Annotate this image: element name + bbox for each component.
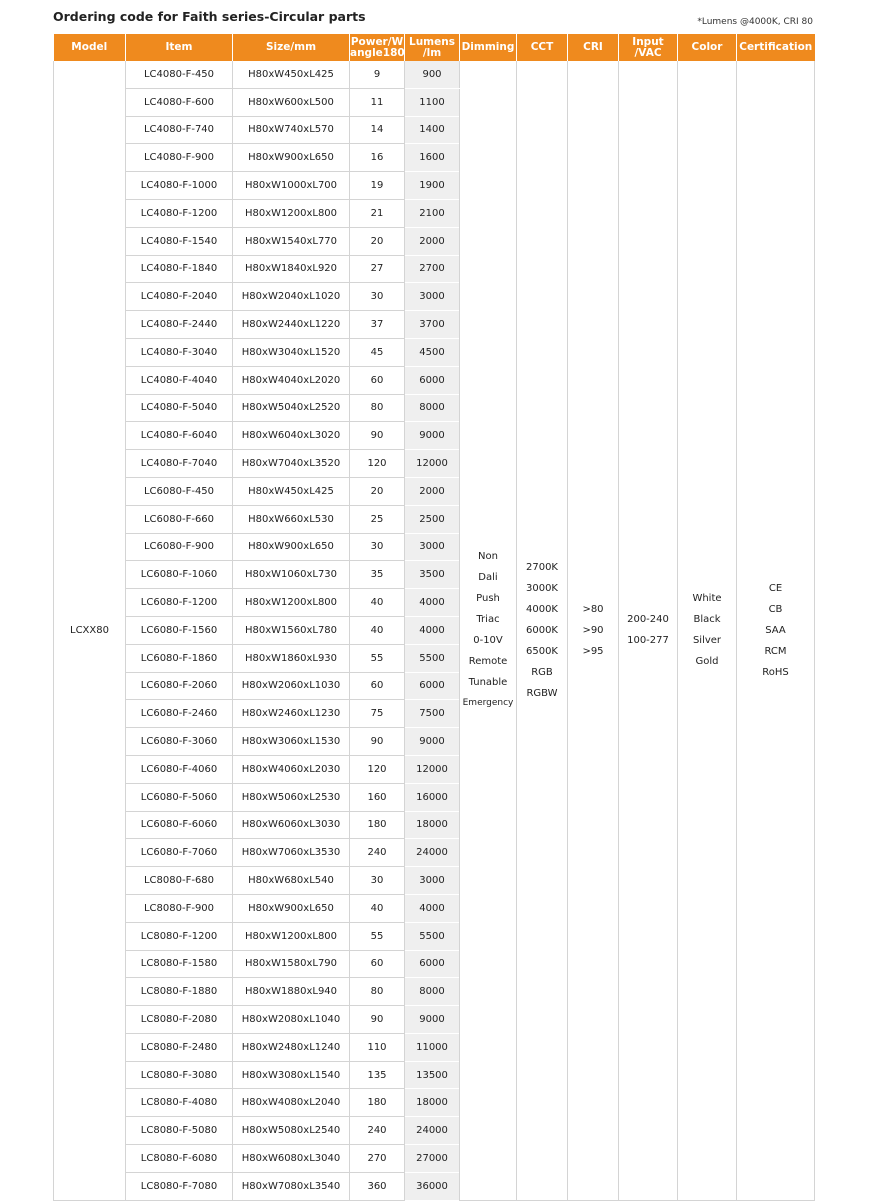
item-cell: LC4080-F-6040: [126, 422, 233, 450]
size-cell: H80xW5080xL2540: [233, 1117, 350, 1145]
item-cell: LC8080-F-3080: [126, 1061, 233, 1089]
certification-cell-option: SAA: [765, 624, 786, 636]
lumens-cell: 24000: [405, 839, 460, 867]
cct-cell-option: 6000K: [525, 624, 558, 636]
lumens-cell: 6000: [405, 950, 460, 978]
lumens-cell: 3700: [405, 311, 460, 339]
power-cell: 40: [350, 894, 405, 922]
size-cell: H80xW1840xL920: [233, 255, 350, 283]
size-cell: H80xW5040xL2520: [233, 394, 350, 422]
power-cell: 30: [350, 867, 405, 895]
dimming-cell: [460, 61, 517, 1200]
power-cell: 120: [350, 755, 405, 783]
header-cri: CRI: [568, 34, 619, 61]
color-cell-option: White: [692, 593, 722, 605]
item-cell: LC4080-F-2040: [126, 283, 233, 311]
input-cell-option: 100-277: [627, 635, 669, 647]
model-cell: LCXX80: [54, 61, 126, 1200]
cct-cell-option: RGB: [531, 666, 553, 678]
power-cell: 60: [350, 950, 405, 978]
lumens-cell: 7500: [405, 700, 460, 728]
cct-cell-option: 6500K: [525, 645, 558, 657]
header-lumens: Lumens /lm: [405, 34, 460, 61]
lumens-cell: 36000: [405, 1172, 460, 1200]
lumens-cell: 18000: [405, 1089, 460, 1117]
lumens-cell: 1600: [405, 144, 460, 172]
header-certification: Certification: [737, 34, 815, 61]
header-row: [54, 34, 815, 61]
dimming-cell-option: Tunable: [468, 677, 508, 689]
power-cell: 120: [350, 450, 405, 478]
size-cell: H80xW740xL570: [233, 116, 350, 144]
size-cell: H80xW7080xL3540: [233, 1172, 350, 1200]
size-cell: H80xW7060xL3530: [233, 839, 350, 867]
cri-cell: [568, 61, 619, 1200]
item-cell: LC8080-F-1200: [126, 922, 233, 950]
size-cell: H80xW4060xL2030: [233, 755, 350, 783]
page-title: Ordering code for Faith series-Circular parts: [53, 9, 366, 24]
size-cell: H80xW1860xL930: [233, 644, 350, 672]
size-cell: H80xW3060xL1530: [233, 728, 350, 756]
size-cell: H80xW5060xL2530: [233, 783, 350, 811]
size-cell: H80xW680xL540: [233, 867, 350, 895]
size-cell: H80xW2080xL1040: [233, 1006, 350, 1034]
item-cell: LC4080-F-1000: [126, 172, 233, 200]
item-cell: LC6080-F-2460: [126, 700, 233, 728]
cct-cell-option: 4000K: [525, 603, 558, 615]
size-cell: H80xW2460xL1230: [233, 700, 350, 728]
dimming-cell-option: Triac: [476, 614, 500, 626]
header-color: Color: [678, 34, 737, 61]
size-cell: H80xW900xL650: [233, 894, 350, 922]
lumens-cell: 4500: [405, 338, 460, 366]
color-cell-option: Silver: [692, 635, 722, 647]
size-cell: H80xW4040xL2020: [233, 366, 350, 394]
item-cell: LC6080-F-7060: [126, 839, 233, 867]
item-cell: LC8080-F-2480: [126, 1033, 233, 1061]
certification-cell-option: CB: [768, 603, 783, 615]
size-cell: H80xW7040xL3520: [233, 450, 350, 478]
item-cell: LC8080-F-900: [126, 894, 233, 922]
item-cell: LC8080-F-1880: [126, 978, 233, 1006]
lumens-cell: 900: [405, 61, 460, 88]
lumens-cell: 3500: [405, 561, 460, 589]
size-cell: H80xW1560xL780: [233, 616, 350, 644]
table-row: [54, 61, 815, 88]
lumens-cell: 9000: [405, 422, 460, 450]
lumens-cell: 8000: [405, 978, 460, 1006]
color-cell: [678, 61, 737, 1200]
lumens-cell: 6000: [405, 366, 460, 394]
power-cell: 360: [350, 1172, 405, 1200]
power-cell: 40: [350, 616, 405, 644]
size-cell: H80xW900xL650: [233, 533, 350, 561]
power-cell: 40: [350, 589, 405, 617]
lumens-cell: 16000: [405, 783, 460, 811]
size-cell: H80xW900xL650: [233, 144, 350, 172]
lumens-cell: 12000: [405, 450, 460, 478]
item-cell: LC8080-F-2080: [126, 1006, 233, 1034]
size-cell: H80xW450xL425: [233, 477, 350, 505]
header-input: Input /VAC: [619, 34, 678, 61]
dimming-cell-option: Non: [478, 551, 498, 563]
power-cell: 135: [350, 1061, 405, 1089]
lumens-cell: 13500: [405, 1061, 460, 1089]
size-cell: H80xW600xL500: [233, 88, 350, 116]
item-cell: LC6080-F-1060: [126, 561, 233, 589]
power-cell: 30: [350, 533, 405, 561]
power-cell: 25: [350, 505, 405, 533]
item-cell: LC6080-F-1560: [126, 616, 233, 644]
header-model: Model: [54, 34, 126, 61]
power-cell: 20: [350, 227, 405, 255]
power-cell: 27: [350, 255, 405, 283]
item-cell: LC6080-F-1200: [126, 589, 233, 617]
power-cell: 16: [350, 144, 405, 172]
dimming-cell-option: Dali: [478, 572, 498, 584]
color-cell-option: Gold: [695, 656, 719, 668]
size-cell: H80xW4080xL2040: [233, 1089, 350, 1117]
cct-cell: [517, 61, 568, 1200]
item-cell: LC8080-F-4080: [126, 1089, 233, 1117]
header-item: Item: [126, 34, 233, 61]
item-cell: LC4080-F-2440: [126, 311, 233, 339]
size-cell: H80xW1200xL800: [233, 199, 350, 227]
certification-cell-option: RCM: [764, 645, 787, 657]
power-cell: 35: [350, 561, 405, 589]
item-cell: LC6080-F-4060: [126, 755, 233, 783]
size-cell: H80xW1880xL940: [233, 978, 350, 1006]
item-cell: LC6080-F-2060: [126, 672, 233, 700]
input-cell: [619, 61, 678, 1200]
item-cell: LC6080-F-6060: [126, 811, 233, 839]
item-cell: LC4080-F-900: [126, 144, 233, 172]
table-body: [54, 61, 815, 1200]
size-cell: H80xW1200xL800: [233, 589, 350, 617]
item-cell: LC4080-F-600: [126, 88, 233, 116]
cct-cell-option: 2700K: [525, 561, 558, 573]
power-cell: 240: [350, 839, 405, 867]
header-size: Size/mm: [233, 34, 350, 61]
size-cell: H80xW3080xL1540: [233, 1061, 350, 1089]
lumens-cell: 2000: [405, 477, 460, 505]
lumens-cell: 6000: [405, 672, 460, 700]
power-cell: 160: [350, 783, 405, 811]
power-cell: 21: [350, 199, 405, 227]
lumens-cell: 1100: [405, 88, 460, 116]
power-cell: 90: [350, 422, 405, 450]
lumens-cell: 27000: [405, 1145, 460, 1173]
item-cell: LC6080-F-3060: [126, 728, 233, 756]
power-cell: 60: [350, 366, 405, 394]
power-cell: 75: [350, 700, 405, 728]
power-cell: 55: [350, 922, 405, 950]
power-cell: 80: [350, 978, 405, 1006]
size-cell: H80xW1540xL770: [233, 227, 350, 255]
size-cell: H80xW1000xL700: [233, 172, 350, 200]
size-cell: H80xW1200xL800: [233, 922, 350, 950]
power-cell: 180: [350, 1089, 405, 1117]
header-dimming: Dimming: [460, 34, 517, 61]
cri-cell-option: >80: [582, 603, 604, 615]
power-cell: 240: [350, 1117, 405, 1145]
power-cell: 80: [350, 394, 405, 422]
power-cell: 60: [350, 672, 405, 700]
lumens-cell: 3000: [405, 283, 460, 311]
cct-cell-option: 3000K: [525, 582, 558, 594]
power-cell: 14: [350, 116, 405, 144]
item-cell: LC4080-F-1840: [126, 255, 233, 283]
item-cell: LC8080-F-680: [126, 867, 233, 895]
ordering-code-table: [53, 34, 815, 1201]
power-cell: 37: [350, 311, 405, 339]
power-cell: 9: [350, 61, 405, 88]
power-cell: 20: [350, 477, 405, 505]
dimming-cell-option: Emergency: [462, 698, 514, 709]
item-cell: LC8080-F-1580: [126, 950, 233, 978]
item-cell: LC8080-F-7080: [126, 1172, 233, 1200]
certification-cell-option: RoHS: [762, 666, 789, 678]
input-cell-option: 200-240: [627, 614, 669, 626]
lumens-note: *Lumens @4000K, CRI 80: [697, 17, 813, 27]
header-power: Power/W angle180: [350, 34, 405, 61]
size-cell: H80xW2440xL1220: [233, 311, 350, 339]
power-cell: 90: [350, 728, 405, 756]
item-cell: LC8080-F-5080: [126, 1117, 233, 1145]
lumens-cell: 4000: [405, 616, 460, 644]
item-cell: LC4080-F-450: [126, 61, 233, 88]
color-cell-option: Black: [693, 614, 721, 626]
power-cell: 30: [350, 283, 405, 311]
size-cell: H80xW450xL425: [233, 61, 350, 88]
power-cell: 55: [350, 644, 405, 672]
cri-cell-option: >90: [582, 624, 604, 636]
item-cell: LC8080-F-6080: [126, 1145, 233, 1173]
lumens-cell: 11000: [405, 1033, 460, 1061]
power-cell: 270: [350, 1145, 405, 1173]
lumens-cell: 18000: [405, 811, 460, 839]
lumens-cell: 12000: [405, 755, 460, 783]
item-cell: LC6080-F-900: [126, 533, 233, 561]
size-cell: H80xW3040xL1520: [233, 338, 350, 366]
size-cell: H80xW2040xL1020: [233, 283, 350, 311]
lumens-cell: 2700: [405, 255, 460, 283]
lumens-cell: 3000: [405, 533, 460, 561]
power-cell: 90: [350, 1006, 405, 1034]
item-cell: LC4080-F-1540: [126, 227, 233, 255]
power-cell: 180: [350, 811, 405, 839]
size-cell: H80xW2480xL1240: [233, 1033, 350, 1061]
lumens-cell: 9000: [405, 1006, 460, 1034]
lumens-cell: 4000: [405, 894, 460, 922]
certification-cell-option: CE: [768, 582, 783, 594]
item-cell: LC6080-F-1860: [126, 644, 233, 672]
lumens-cell: 8000: [405, 394, 460, 422]
dimming-cell-option: Remote: [468, 656, 508, 668]
item-cell: LC4080-F-4040: [126, 366, 233, 394]
size-cell: H80xW1060xL730: [233, 561, 350, 589]
size-cell: H80xW1580xL790: [233, 950, 350, 978]
header-cct: CCT: [517, 34, 568, 61]
lumens-cell: 9000: [405, 728, 460, 756]
item-cell: LC4080-F-1200: [126, 199, 233, 227]
lumens-cell: 2500: [405, 505, 460, 533]
size-cell: H80xW660xL530: [233, 505, 350, 533]
item-cell: LC4080-F-5040: [126, 394, 233, 422]
dimming-cell-option: 0-10V: [473, 635, 503, 647]
item-cell: LC4080-F-7040: [126, 450, 233, 478]
size-cell: H80xW6060xL3030: [233, 811, 350, 839]
lumens-cell: 24000: [405, 1117, 460, 1145]
item-cell: LC6080-F-5060: [126, 783, 233, 811]
power-cell: 11: [350, 88, 405, 116]
size-cell: H80xW2060xL1030: [233, 672, 350, 700]
item-cell: LC6080-F-450: [126, 477, 233, 505]
lumens-cell: 3000: [405, 867, 460, 895]
lumens-cell: 1400: [405, 116, 460, 144]
cri-cell-option: >95: [582, 645, 604, 657]
power-cell: 19: [350, 172, 405, 200]
cct-cell-option: RGBW: [526, 687, 558, 699]
lumens-cell: 4000: [405, 589, 460, 617]
dimming-cell-option: Push: [476, 593, 500, 605]
size-cell: H80xW6080xL3040: [233, 1145, 350, 1173]
item-cell: LC4080-F-3040: [126, 338, 233, 366]
lumens-cell: 5500: [405, 644, 460, 672]
power-cell: 45: [350, 338, 405, 366]
certification-cell: [737, 61, 815, 1200]
lumens-cell: 5500: [405, 922, 460, 950]
power-cell: 110: [350, 1033, 405, 1061]
item-cell: LC4080-F-740: [126, 116, 233, 144]
lumens-cell: 2000: [405, 227, 460, 255]
lumens-cell: 1900: [405, 172, 460, 200]
lumens-cell: 2100: [405, 199, 460, 227]
size-cell: H80xW6040xL3020: [233, 422, 350, 450]
item-cell: LC6080-F-660: [126, 505, 233, 533]
